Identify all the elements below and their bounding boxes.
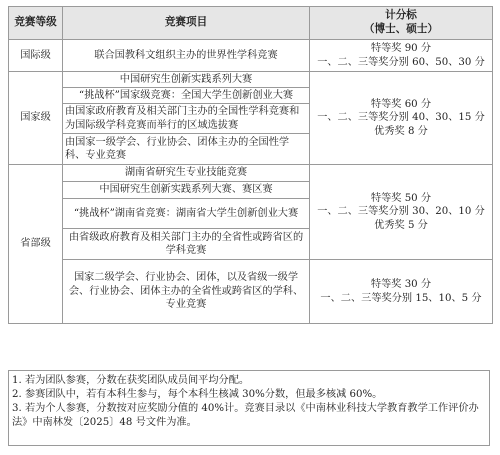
score-international (310, 40, 493, 72)
score-provincial-a-line3: 优秀奖 5 分 (374, 219, 428, 231)
note-1: 1. 若为团队参赛，分数在获奖团队成员间平均分配。 (12, 375, 250, 386)
competition-scoring-table (8, 6, 493, 324)
header-score (310, 7, 493, 40)
item-national-3: 由国家政府教育及相关部门主办的全国性学科竞赛和为国际级学科竞赛而举行的区域选拔赛 (63, 104, 310, 134)
header-row (9, 7, 493, 40)
item-provincial-4: 由省级政府教育及相关部门主办的全省性或跨省区的学科竞赛 (63, 229, 310, 260)
header-score-line1: 计分标 (385, 9, 417, 22)
item-national-1: 中国研究生创新实践系列大赛 (63, 72, 310, 88)
item-provincial-3: “挑战杯”湖南省竞赛：湖南省大学生创新创业大赛 (63, 199, 310, 229)
score-provincial-b (310, 260, 493, 324)
score-provincial-b-line1: 特等奖 30 分 (370, 279, 432, 291)
score-national-line3: 优秀奖 8 分 (374, 125, 428, 137)
level-international: 国际级 (9, 40, 63, 72)
score-national (310, 72, 493, 165)
item-provincial-1: 湖南省研究生专业技能竞赛 (63, 165, 310, 182)
score-national-line1: 特等奖 60 分 (370, 98, 432, 110)
table-row-national (9, 72, 493, 88)
item-international: 联合国教科文组织主办的世界性学科竞赛 (63, 40, 310, 72)
notes-box (8, 370, 490, 446)
header-level: 竞赛等级 (9, 7, 63, 40)
table-row-provincial (9, 165, 493, 182)
score-provincial-a-line1: 特等奖 50 分 (370, 192, 432, 204)
score-provincial-b-line2: 一、二、三等奖分别 15、10、5 分 (320, 292, 482, 304)
item-provincial-5: 国家二级学会、行业协会、团体，以及省级一级学会、行业协会、团体主办的全省性或跨省区的学科、专业竞赛 (63, 260, 310, 324)
level-provincial: 省部级 (9, 165, 63, 324)
score-provincial-a (310, 165, 493, 260)
score-provincial-a-line2: 一、二、三等奖分别 30、20、10 分 (317, 206, 485, 218)
item-national-4: 由国家一级学会、行业协会、团体主办的全国性学科、专业竞赛 (63, 134, 310, 165)
table-row-international (9, 40, 493, 72)
table-row-provincial (9, 260, 493, 324)
score-national-line2: 一、二、三等奖分别 40、30、15 分 (317, 112, 485, 124)
note-3: 3. 若为个人参赛，分数按对应奖励分值的 40%计。竞赛目录以《中南林业科技大学教育教学工作评价办法》中南林发〔2025〕48 号文件为准。 (12, 403, 479, 429)
score-international-line1: 特等奖 90 分 (370, 43, 432, 55)
item-provincial-2: 中国研究生创新实践系列大赛、赛区赛 (63, 182, 310, 199)
header-project: 竞赛项目 (63, 7, 310, 40)
level-national: 国家级 (9, 72, 63, 165)
item-national-2: “挑战杯”国家级竞赛：全国大学生创新创业大赛 (63, 88, 310, 104)
score-international-line2: 一、二、三等奖分别 60、50、30 分 (317, 56, 485, 68)
note-2: 2. 参赛团队中，若有本科生参与，每个本科生核减 30%分数，但最多核减 60%。 (12, 389, 383, 401)
header-score-line2: （博士、硕士） (363, 23, 439, 35)
